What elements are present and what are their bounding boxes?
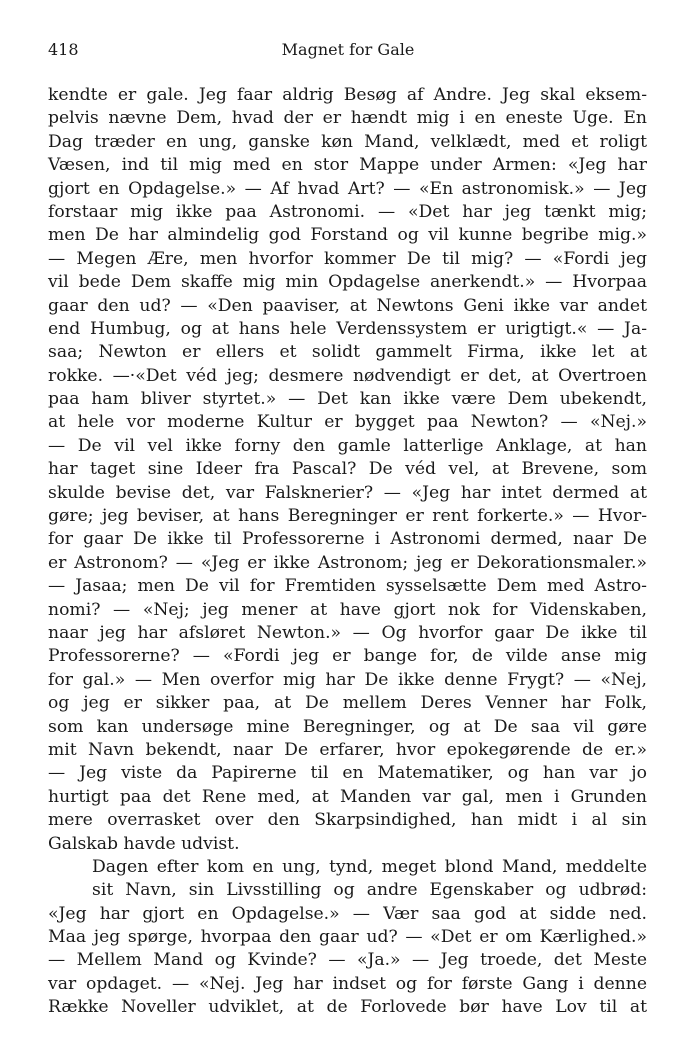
text-line: for gal.» — Men overfor mig har De ikke denne Frygt? — «Nej, bbox=[48, 669, 647, 690]
running-title: Magnet for Gale bbox=[281, 40, 415, 59]
text-line: for gaar De ikke til Professorerne i Astronomi dermed, naar De bbox=[48, 529, 647, 550]
text-line: «Jeg har gjort en Opdagelse.» — Vær saa god at sidde ned. bbox=[48, 903, 647, 924]
text-line: mit Navn bekendt, naar De erfarer, hvor epokegørende de er.» bbox=[48, 739, 647, 760]
text-line: — De vil vel ikke forny den gamle latterlige Anklage, at han bbox=[48, 435, 647, 456]
text-line: vil bede Dem skaffe mig min Opdagelse anerkendt.» — Hvorpaa bbox=[48, 272, 647, 293]
text-line: Række Noveller udviklet, at de Forlovede bør have Lov til at bbox=[48, 997, 647, 1018]
text-line: paa ham bliver styrtet.» — Det kan ikke være Dem ubekendt, bbox=[48, 389, 647, 410]
text-line: hurtigt paa det Rene med, at Manden var gal, men i Grunden bbox=[48, 786, 647, 807]
text-line: pelvis nævne Dem, hvad der er hændt mig i en eneste Uge. En bbox=[48, 108, 647, 129]
text-line: er Astronom? — «Jeg er ikke Astronom; jeg er Dekorationsmaler.» bbox=[48, 552, 647, 573]
text-line: var opdaget. — «Nej. Jeg har indset og for første Gang i denne bbox=[48, 973, 647, 994]
text-line: — Megen Ære, men hvorfor kommer De til mig? — «Fordi jeg bbox=[48, 248, 647, 269]
body-text bbox=[48, 84, 647, 1020]
text-line: har taget sine Ideer fra Pascal? De véd vel, at Brevene, som bbox=[48, 459, 647, 480]
text-line: naar jeg har afsløret Newton.» — Og hvorfor gaar De ikke til bbox=[48, 622, 647, 643]
text-line: Væsen, ind til mig med en stor Mappe under Armen: «Jeg har bbox=[48, 155, 647, 176]
text-line: — Jasaa; men De vil for Fremtiden sysselsætte Dem med Astro- bbox=[48, 576, 647, 597]
text-line: Dag træder en ung, ganske køn Mand, velklædt, med et roligt bbox=[48, 131, 647, 152]
text-line: saa; Newton er ellers et solidt gammelt Firma, ikke let at bbox=[48, 342, 647, 363]
text-line: Maa jeg spørge, hvorpaa den gaar ud? — «Det er om Kærlighed.» bbox=[48, 927, 647, 948]
text-line: gaar den ud? — «Den paaviser, at Newtons Geni ikke var andet bbox=[48, 295, 647, 316]
paragraph-end-line: Galskab havde udvist. bbox=[48, 833, 240, 854]
text-line: som kan undersøge mine Beregninger, og at De saa vil gøre bbox=[48, 716, 647, 737]
text-line: mere overrasket over den Skarpsindighed, han midt i al sin bbox=[48, 810, 647, 831]
text-line: forstaar mig ikke paa Astronomi. — «Det har jeg tænkt mig; bbox=[48, 201, 647, 222]
text-line: nomi? — «Nej; jeg mener at have gjort nok for Videnskaben, bbox=[48, 599, 647, 620]
text-line: kendte er gale. Jeg faar aldrig Besøg af Andre. Jeg skal eksem- bbox=[48, 85, 647, 105]
text-line: — Mellem Mand og Kvinde? — «Ja.» — Jeg troede, det Meste bbox=[48, 950, 647, 971]
paragraph-start-line: Dagen efter kom en ung, tynd, meget blond Mand, meddelte sit Navn, sin Livsstilling og andre Egenskaber og udbrød: bbox=[92, 856, 647, 901]
page-header bbox=[48, 38, 648, 62]
page-number: 418 bbox=[48, 40, 79, 59]
text-line: end Humbug, og at hans hele Verdenssystem er urigtigt.« — Ja- bbox=[48, 318, 647, 339]
text-line: skulde bevise det, var Falsknerier? — «Jeg har intet dermed at bbox=[48, 482, 647, 503]
text-line: gjort en Opdagelse.» — Af hvad Art? — «En astronomisk.» — Jeg bbox=[48, 178, 647, 199]
text-line: men De har almindelig god Forstand og vil kunne begribe mig.» bbox=[48, 225, 647, 246]
text-line: gøre; jeg beviser, at hans Beregninger er rent forkerte.» — Hvor- bbox=[48, 506, 647, 527]
text-line: at hele vor moderne Kultur er bygget paa Newton? — «Nej.» bbox=[48, 412, 647, 433]
text-line: rokke. —·«Det véd jeg; desmere nødvendigt er det, at Overtroen bbox=[48, 365, 647, 386]
text-line: og jeg er sikker paa, at De mellem Deres Venner har Folk, bbox=[48, 693, 647, 714]
text-line: Professorerne? — «Fordi jeg er bange for, de vilde anse mig bbox=[48, 646, 647, 667]
text-line: — Jeg viste da Papirerne til en Matematiker, og han var jo bbox=[48, 763, 647, 784]
